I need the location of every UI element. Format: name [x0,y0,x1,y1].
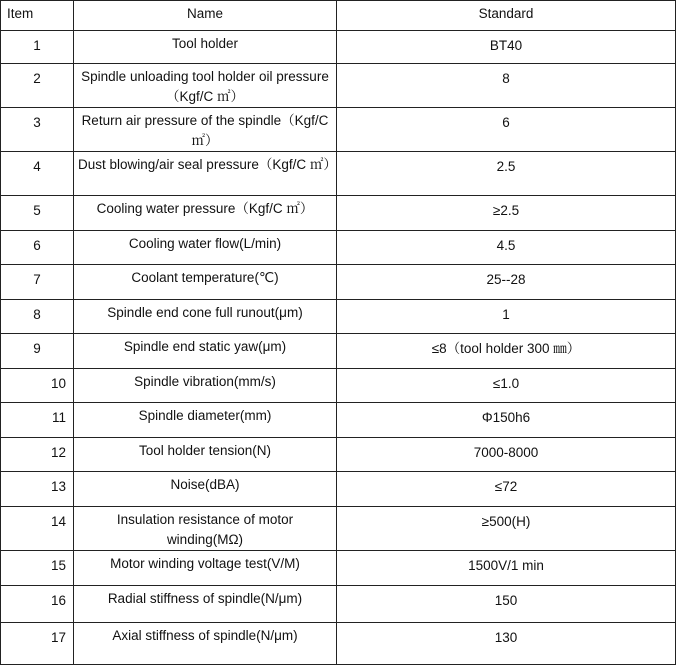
item-number: 5 [1,196,74,231]
spec-name: Return air pressure of the spindle（Kgf/C ㎡） [74,108,337,152]
spec-standard: 2.5 [337,152,676,196]
spec-standard: 7000-8000 [337,438,676,472]
spec-standard: 150 [337,586,676,623]
spec-standard: ≤72 [337,472,676,507]
spec-standard: 130 [337,623,676,665]
table-row [1,196,676,231]
item-number: 6 [1,231,74,265]
table-row [1,31,676,64]
table-row [1,623,676,665]
spec-standard: ≤8（tool holder 300 ㎜） [337,334,676,369]
spec-name: Radial stiffness of spindle(N/μm) [74,586,337,623]
item-number: 4 [1,152,74,196]
item-number: 15 [1,551,74,586]
spec-name: Spindle unloading tool holder oil pressure（Kgf/C ㎡） [74,64,337,108]
table-row [1,334,676,369]
table-row [1,265,676,300]
item-number: 13 [1,472,74,507]
item-number: 12 [1,438,74,472]
item-number: 11 [1,403,74,438]
spec-name: Coolant temperature(℃) [74,265,337,300]
item-number: 17 [1,623,74,665]
spec-name: Tool holder [74,31,337,64]
spec-name: Spindle diameter(mm) [74,403,337,438]
header-standard: Standard [337,1,676,31]
spec-name: Insulation resistance of motor winding(MΩ) [74,507,337,551]
spec-name: Axial stiffness of spindle(N/μm) [74,623,337,665]
spec-standard: 25--28 [337,265,676,300]
item-number: 7 [1,265,74,300]
spec-standard: 6 [337,108,676,152]
item-number: 3 [1,108,74,152]
spec-standard: 1500V/1 min [337,551,676,586]
item-number: 8 [1,300,74,334]
spec-name: Noise(dBA) [74,472,337,507]
table-row [1,438,676,472]
table-row [1,108,676,152]
item-number: 2 [1,64,74,108]
spec-standard: BT40 [337,31,676,64]
table-row [1,551,676,586]
spec-standard: 4.5 [337,231,676,265]
item-number: 14 [1,507,74,551]
spec-name: Tool holder tension(N) [74,438,337,472]
table-row [1,369,676,403]
spec-name: Spindle end cone full runout(μm) [74,300,337,334]
spec-standard: ≤1.0 [337,369,676,403]
spec-name: Cooling water pressure（Kgf/C ㎡） [74,196,337,231]
table-row [1,152,676,196]
table-row [1,64,676,108]
spec-name: Spindle vibration(mm/s) [74,369,337,403]
header-item: Item [1,1,74,31]
spec-name: Spindle end static yaw(μm) [74,334,337,369]
table-row [1,231,676,265]
item-number: 9 [1,334,74,369]
spec-name: Motor winding voltage test(V/M) [74,551,337,586]
item-number: 10 [1,369,74,403]
spec-name: Cooling water flow(L/min) [74,231,337,265]
table-row [1,472,676,507]
item-number: 1 [1,31,74,64]
spec-name: Dust blowing/air seal pressure（Kgf/C ㎡） [74,152,337,196]
table-row [1,403,676,438]
spec-standard: 8 [337,64,676,108]
spec-standard: 1 [337,300,676,334]
header-name: Name [74,1,337,31]
table-header-row [1,1,676,31]
table-row [1,300,676,334]
item-number: 16 [1,586,74,623]
table-row [1,586,676,623]
spec-standard: ≥500(H) [337,507,676,551]
spec-standard: ≥2.5 [337,196,676,231]
spec-standard: Φ150h6 [337,403,676,438]
table-row [1,507,676,551]
